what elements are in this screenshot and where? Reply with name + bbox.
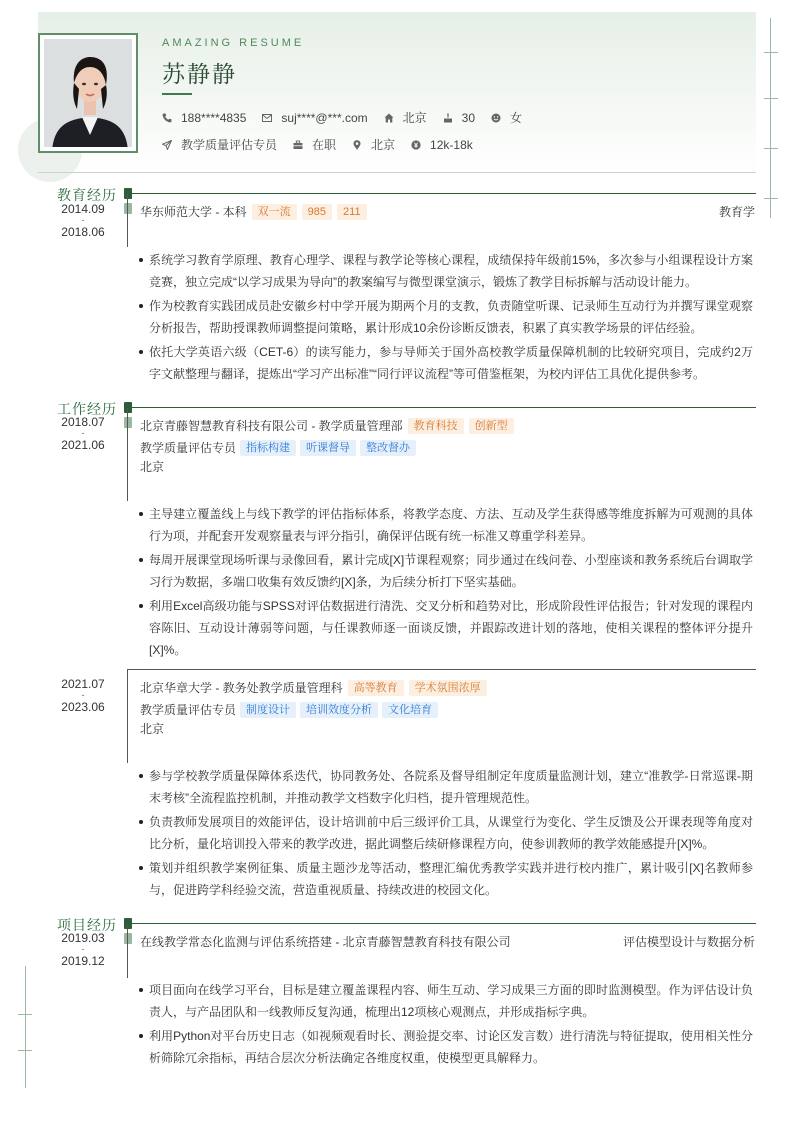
- role-tag: 整改督办: [360, 440, 416, 456]
- project-row: [140, 933, 755, 950]
- school-name: 华东师范大学 - 本科: [140, 205, 247, 219]
- gender-text: 女: [510, 111, 523, 125]
- company-name: 北京华章大学 - 教务处教学质量管理科: [140, 681, 343, 695]
- work-role-row-2: [140, 701, 438, 718]
- phone-text: 188****4835: [181, 110, 247, 125]
- work-entry-line: [127, 408, 128, 501]
- date-dash: -: [81, 428, 85, 438]
- project-name: 在线教学常态化监测与评估系统搭建 - 北京青藤智慧教育科技有限公司: [140, 935, 511, 949]
- list-item: 每周开展课堂现场听课与录像回看，累计完成[X]节课程观察；同步通过在线问卷、小型座谈和教务系统后台调取学习行为数据，多端口收集有效反馈约[X]条，为后续分析打下坚实基础。: [139, 549, 753, 593]
- education-school-row: [140, 203, 755, 220]
- project-entry-line: [127, 924, 128, 978]
- send-icon: [162, 140, 172, 150]
- work-role-row-1: [140, 439, 416, 456]
- company-name: 北京青藤智慧教育科技有限公司 - 教学质量管理部: [140, 419, 403, 433]
- list-item: 作为校教育实践团成员赴安徽乡村中学开展为期两个月的支教，负责随堂听课、记录师生互动行为并撰写课堂观察分析报告，帮助授课教师调整提问策略，累计形成10余份诊断反馈表，积累了真实教学场景的评估经验。: [139, 295, 753, 339]
- project-start-date: 2019.03: [61, 931, 105, 945]
- target-position-item: [162, 136, 277, 153]
- list-item: 项目面向在线学习平台，目标是建立覆盖课程内容、师生互动、学习成果三方面的即时监测模型。作为评估设计负责人，与产品团队和一线教师反复沟通，梳理出12项核心观测点，并形成指标字典。: [139, 979, 753, 1023]
- phone-item: [162, 111, 246, 125]
- cake-icon: [443, 113, 453, 123]
- work-section-title: 工作经历: [57, 401, 117, 417]
- work-section-rule: [131, 407, 756, 408]
- work-entry-marker: [124, 417, 132, 428]
- company-tag: 教育科技: [408, 418, 464, 434]
- date-dash: -: [81, 690, 85, 700]
- target-city-text: 北京: [371, 138, 396, 152]
- work-end-date: 2023.06: [61, 700, 105, 714]
- role-name: 教学质量评估专员: [140, 441, 237, 455]
- decorative-right-ornament: [764, 18, 784, 218]
- school-tag: 985: [302, 204, 332, 220]
- education-section-title: 教育经历: [57, 187, 117, 203]
- project-role: 评估模型设计与数据分析: [622, 935, 755, 949]
- education-entry-line: [127, 194, 128, 247]
- age-item: [443, 111, 475, 125]
- work-date-2: [58, 678, 108, 713]
- work-location-2: 北京: [140, 722, 165, 736]
- gender-item: [491, 109, 522, 126]
- age-text: 30: [461, 110, 475, 125]
- job-intent-row: [162, 136, 489, 153]
- project-end-date: 2019.12: [61, 954, 105, 968]
- role-tag: 培训效度分析: [300, 702, 378, 718]
- role-tag: 听课督导: [300, 440, 356, 456]
- work-entry-line-2: [127, 669, 128, 763]
- target-position-text: 教学质量评估专员: [181, 138, 278, 152]
- work-location-1: 北京: [140, 460, 165, 474]
- date-dash: -: [81, 944, 85, 954]
- list-item: 系统学习教育学原理、教育心理学、课程与教学论等核心课程，成绩保持年级前15%，多次参与小组课程设计方案竞赛，独立完成“以学习成果为导向”的教案编写与微型课堂演示，锻炼了教学目标拆解与活动设计能力。: [139, 249, 753, 293]
- role-tag: 文化培育: [382, 702, 438, 718]
- education-section-rule: [131, 193, 756, 194]
- city-text: 北京: [402, 111, 427, 125]
- email-text: suj****@***.com: [281, 110, 368, 125]
- work-bullets-2: [139, 765, 753, 903]
- project-section-title: 项目经历: [57, 917, 117, 933]
- name-underline: [162, 93, 192, 95]
- smile-icon: [491, 113, 501, 123]
- work-bullets-1: [139, 503, 753, 663]
- phone-icon: [162, 113, 172, 123]
- work-end-date: 2021.06: [61, 438, 105, 452]
- candidate-name: 苏静静: [162, 61, 237, 87]
- list-item: 负责教师发展项目的效能评估，设计培训前中后三级评价工具，从课堂行为变化、学生反馈及公开课表现等角度对比分析，量化培训投入带来的教学改进，据此调整后续研修课程方向，使参训教师的教学效能感提升[X]%。: [139, 811, 753, 855]
- major-name: 教育学: [718, 205, 755, 219]
- profile-photo-frame: [38, 33, 138, 153]
- resume-tagline: AMAZING RESUME: [162, 37, 305, 49]
- work-company-row-2: [140, 679, 755, 696]
- list-item: 策划并组织教学案例征集、质量主题沙龙等活动，整理汇编优秀教学实践并进行校内推广，累计吸引[X]名教师参与，促进跨学科经验交流，营造重视质量、持续改进的校园文化。: [139, 857, 753, 901]
- project-section-rule: [131, 923, 756, 924]
- list-item: 参与学校教学质量保障体系迭代，协同教务处、各院系及督导组制定年度质量监测计划，建立“准教学-日常巡课-期末考核”全流程监控机制，并推动教学文档数字化归档，提升管理规范性。: [139, 765, 753, 809]
- date-dash: -: [81, 215, 85, 225]
- work-entry-separator: [127, 669, 756, 670]
- work-date-1: [58, 416, 108, 451]
- status-text: 在职: [312, 138, 337, 152]
- education-start-date: 2014.09: [61, 202, 105, 216]
- role-name: 教学质量评估专员: [140, 703, 237, 717]
- project-date: [58, 932, 108, 967]
- role-tag: 制度设计: [240, 702, 296, 718]
- salary-text: 12k-18k: [430, 137, 473, 152]
- target-city-item: [352, 136, 395, 153]
- education-bullets: [139, 249, 753, 387]
- email-item: [262, 111, 367, 125]
- list-item: 主导建立覆盖线上与线下教学的评估指标体系，将教学态度、方法、互动及学生获得感等维度拆解为可观测的具体行为项，并配套开发观察量表与评分指引，确保评估既有统一标准又尊重学科差异。: [139, 503, 753, 547]
- role-tag: 指标构建: [240, 440, 296, 456]
- company-tag: 高等教育: [348, 680, 404, 696]
- home-icon: [384, 113, 394, 123]
- coin-icon: [411, 140, 421, 150]
- list-item: 利用Python对平台历史日志（如视频观看时长、测验提交率、讨论区发言数）进行清洗与特征提取，使用相关性分析筛除冗余指标，再结合层次分析法确定各维度权重，使模型更具解释力。: [139, 1025, 753, 1069]
- avatar-portrait-icon: [44, 39, 132, 147]
- education-date: [58, 203, 108, 238]
- project-bullets: [139, 979, 753, 1071]
- status-item: [293, 136, 336, 153]
- mail-icon: [262, 113, 272, 123]
- briefcase-icon: [293, 140, 303, 150]
- education-entry-marker: [124, 203, 132, 214]
- city-item: [384, 109, 427, 126]
- location-pin-icon: [352, 140, 362, 150]
- work-start-date: 2021.07: [61, 677, 105, 691]
- salary-item: [411, 138, 473, 152]
- school-tag: 211: [337, 204, 367, 220]
- header-divider: [38, 172, 756, 173]
- company-tag: 学术氛围浓厚: [409, 680, 487, 696]
- decorative-left-ornament: [16, 966, 36, 1088]
- work-company-row-1: [140, 417, 755, 434]
- contact-row: [162, 109, 538, 126]
- list-item: 利用Excel高级功能与SPSS对评估数据进行清洗、交叉分析和趋势对比，形成阶段性评估报告；针对发现的课程内容陈旧、互动设计薄弱等问题，与任课教师逐一面谈反馈，并跟踪改进计划的落地，使相关课程的整体评分提升[X]%。: [139, 595, 753, 661]
- project-entry-marker: [124, 933, 132, 944]
- profile-photo: [44, 39, 132, 147]
- list-item: 依托大学英语六级（CET-6）的读写能力，参与导师关于国外高校教学质量保障机制的比较研究项目，完成约2万字文献整理与翻译，提炼出“学习产出标准”“同行评议流程”等可借鉴框架，为校内评估工具优化提供参考。: [139, 341, 753, 385]
- school-tag: 双一流: [252, 204, 297, 220]
- work-start-date: 2018.07: [61, 415, 105, 429]
- company-tag: 创新型: [469, 418, 514, 434]
- education-end-date: 2018.06: [61, 225, 105, 239]
